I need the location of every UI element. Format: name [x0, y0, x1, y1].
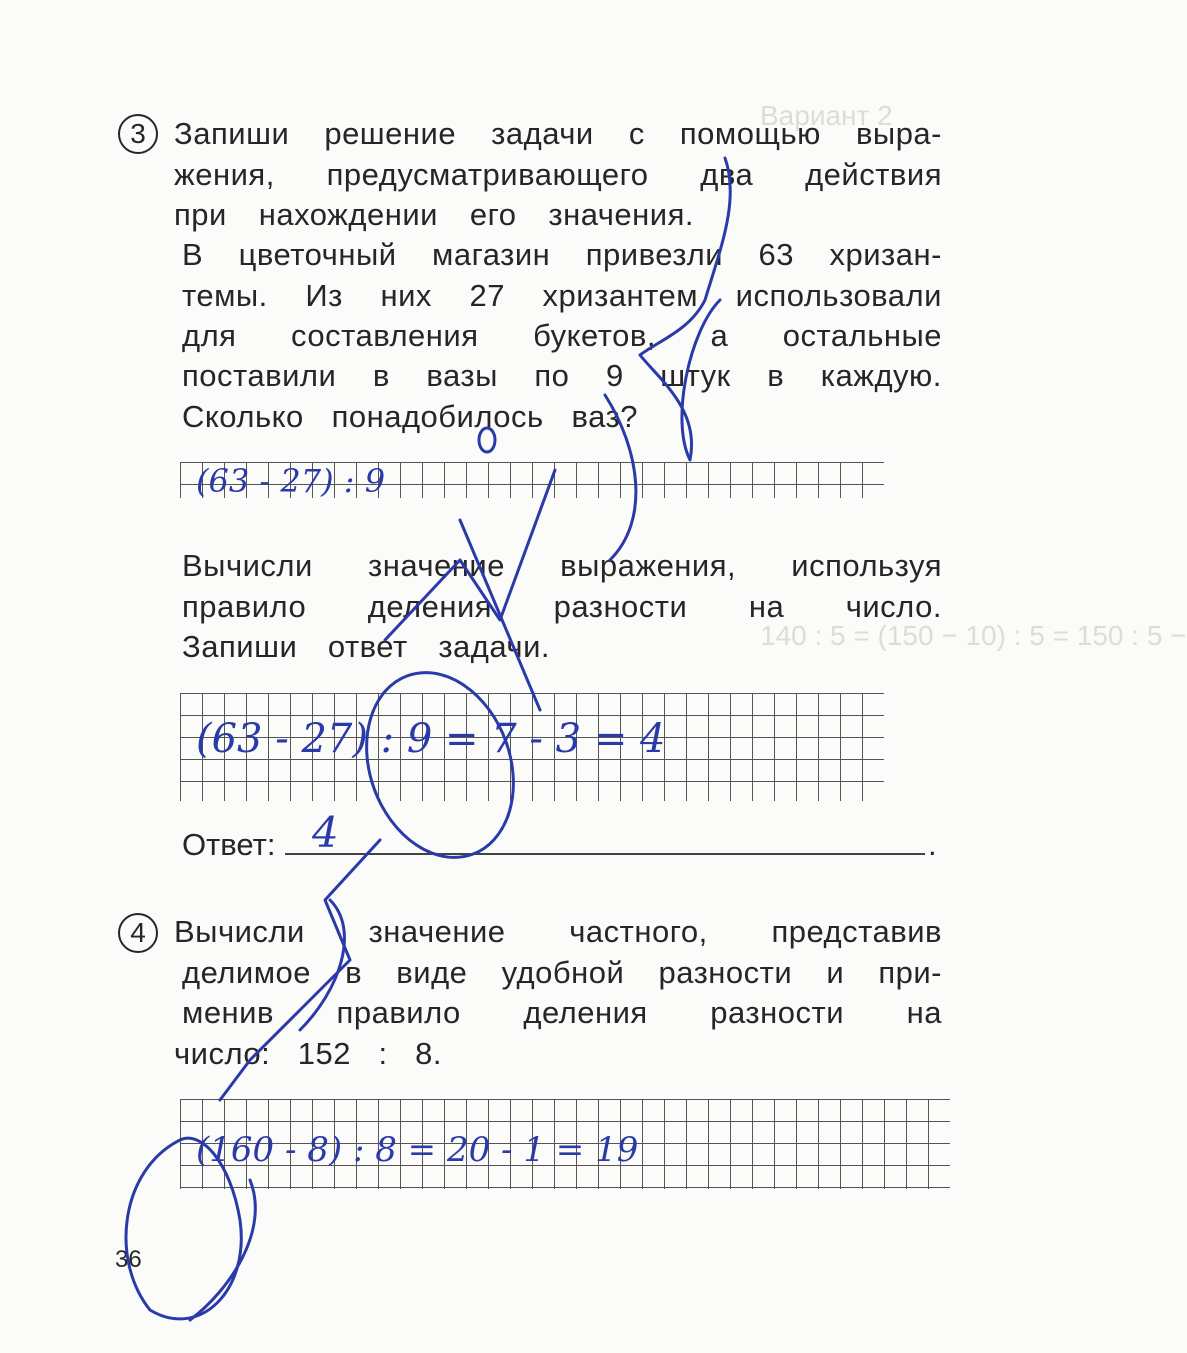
word: задачи	[491, 116, 594, 151]
bleed-through-text: Вариант 2	[760, 100, 893, 131]
word: ответ	[327, 629, 408, 664]
word: букетов,	[533, 318, 656, 353]
pen-stroke	[300, 900, 344, 1030]
word: разности	[710, 995, 845, 1030]
word: при-	[878, 955, 942, 990]
word: а	[710, 318, 729, 353]
word: Запиши	[182, 629, 298, 664]
bleed-through-text: 140 : 5 = (150 − 10) : 5 = 150 : 5 −	[760, 620, 1187, 651]
word: значение	[367, 548, 505, 583]
word: в	[345, 955, 363, 990]
word: представив	[771, 914, 942, 949]
word: правило	[182, 589, 307, 624]
word: вазы	[426, 358, 498, 393]
word: при	[174, 197, 227, 232]
word: действия	[805, 157, 942, 192]
expression-handwriting: (63 - 27) : 9	[196, 462, 386, 500]
word: выра-	[855, 116, 942, 151]
word: :	[378, 1036, 388, 1071]
word: в	[767, 358, 785, 393]
word: используя	[791, 548, 942, 583]
word: понадобилось	[331, 399, 544, 434]
word: правило	[336, 995, 461, 1030]
word: частного,	[569, 914, 708, 949]
word: его	[469, 197, 517, 232]
word: разности	[553, 589, 688, 624]
page-number: 36	[115, 1246, 142, 1273]
answer-value: 4	[312, 808, 339, 857]
pen-stroke	[126, 1138, 241, 1319]
word: них	[380, 278, 432, 313]
word: хризан-	[829, 237, 942, 272]
word: число:	[174, 1036, 271, 1071]
task-3-number: 3	[118, 114, 158, 154]
pen-stroke	[385, 470, 555, 640]
answer-period: .	[928, 827, 937, 862]
word: задачи.	[438, 629, 550, 664]
word: нахождении	[258, 197, 438, 232]
word: деления	[523, 995, 648, 1030]
word: темы.	[182, 278, 268, 313]
word: Запиши	[174, 116, 290, 151]
word: в	[372, 358, 390, 393]
word: значения.	[548, 197, 694, 232]
word: 27	[469, 278, 505, 313]
word: жения,	[174, 157, 275, 192]
word: Сколько	[182, 399, 304, 434]
word: и	[826, 955, 845, 990]
word: на	[748, 589, 785, 624]
task-4-number: 4	[118, 913, 158, 953]
word: по	[534, 358, 570, 393]
word: менив	[182, 995, 274, 1030]
word: Из	[305, 278, 343, 313]
word: ваз?	[571, 399, 638, 434]
word: деления	[367, 589, 493, 624]
word: 152	[297, 1036, 351, 1071]
word: остальные	[782, 318, 942, 353]
word: использовали	[735, 278, 942, 313]
word: магазин	[432, 237, 551, 272]
word: два	[700, 157, 754, 192]
word: Вычисли	[174, 914, 305, 949]
word: разности	[658, 955, 793, 990]
word: помощью	[679, 116, 821, 151]
word: 63	[758, 237, 795, 272]
word: 8.	[415, 1036, 442, 1071]
pen-stroke	[640, 158, 730, 460]
word: хризантем	[542, 278, 699, 313]
word: каждую.	[820, 358, 942, 393]
word: делимое	[182, 955, 311, 990]
answer-label: Ответ:	[182, 827, 276, 862]
solution-handwriting: (63 - 27) : 9 = 7 - 3 = 4	[196, 716, 666, 762]
word: удобной	[501, 955, 625, 990]
word: штук	[660, 358, 731, 393]
word: виде	[396, 955, 468, 990]
word: предусматривающего	[326, 157, 649, 192]
word: с	[628, 116, 645, 151]
word: значение	[368, 914, 506, 949]
pen-stroke	[605, 395, 636, 560]
task-4-handwriting: (160 - 8) : 8 = 20 - 1 = 19	[196, 1130, 639, 1170]
pen-stroke	[220, 840, 380, 1100]
pen-stroke	[479, 428, 495, 452]
word: цветочный	[238, 237, 397, 272]
word: для	[182, 318, 237, 353]
pen-stroke	[342, 652, 539, 878]
word: 9	[605, 358, 624, 393]
word: составления	[291, 318, 479, 353]
word: привезли	[585, 237, 724, 272]
word: поставили	[182, 358, 337, 393]
word: число.	[845, 589, 942, 624]
pen-stroke	[460, 520, 540, 710]
word: на	[906, 995, 942, 1030]
word: Вычисли	[182, 548, 313, 583]
word: выражения,	[560, 548, 737, 583]
word: В	[182, 237, 204, 272]
word: решение	[324, 116, 457, 151]
